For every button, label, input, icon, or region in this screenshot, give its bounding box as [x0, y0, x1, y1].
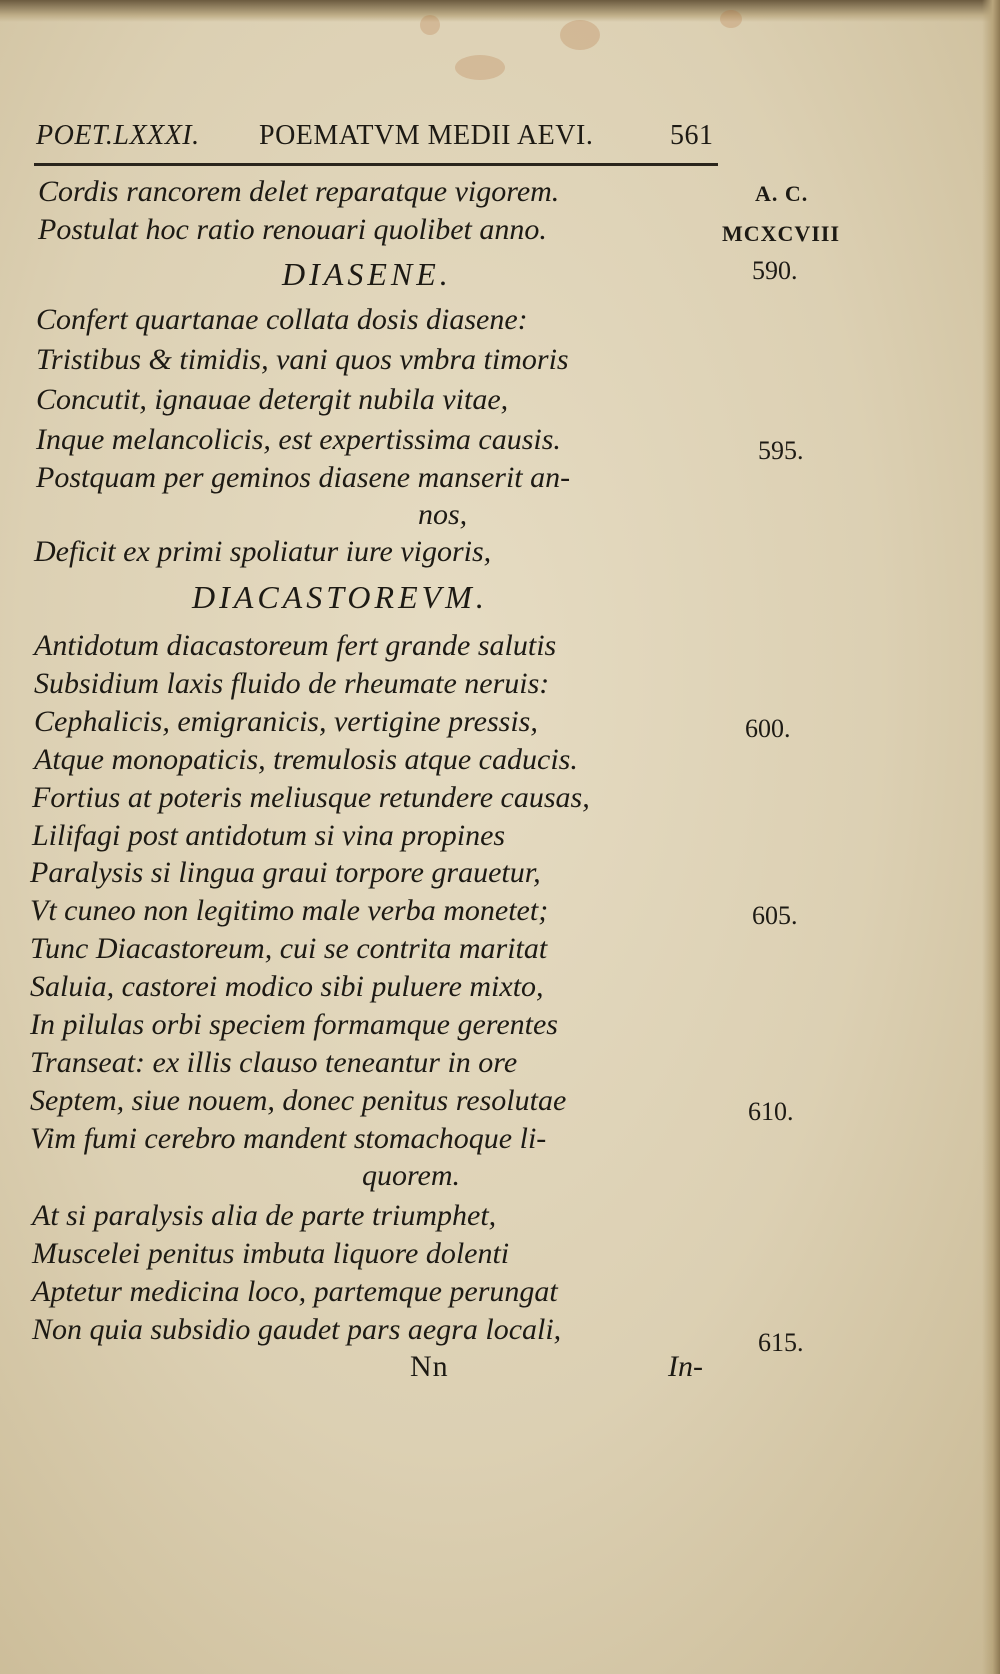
line-number: 595. — [758, 436, 804, 465]
verse-line: Vt cuneo non legitimo male verba monetet; — [30, 894, 549, 927]
stain — [455, 55, 505, 80]
verse-line: Atque monopaticis, tremulosis atque caducis. — [34, 743, 578, 776]
verse-line: Septem, siue nouem, donec penitus resolutae — [30, 1084, 567, 1117]
verse-line: Tunc Diacastoreum, cui se contrita maritat — [30, 932, 548, 965]
running-header — [36, 120, 716, 160]
stain — [420, 15, 440, 35]
signature-mark: Nn — [410, 1350, 449, 1383]
page-right-edge — [982, 0, 1000, 1674]
verse-line: Subsidium laxis fluido de rheumate neruis: — [34, 667, 550, 700]
verse-line: Non quia subsidio gaudet pars aegra locali, — [32, 1313, 562, 1346]
line-number: 615. — [758, 1328, 804, 1357]
page-top-edge — [0, 0, 1000, 22]
stain — [720, 10, 742, 28]
verse-line: Vim fumi cerebro mandent stomachoque li- — [30, 1122, 547, 1155]
verse-line: At si paralysis alia de parte triumphet, — [32, 1199, 497, 1232]
verse-line: Paralysis si lingua graui torpore grauetur, — [30, 856, 541, 889]
verse-line: Transeat: ex illis clauso teneantur in ore — [30, 1046, 518, 1079]
verse-line: Tristibus & timidis, vani quos vmbra timoris — [36, 343, 569, 376]
verse-line: Saluia, castorei modico sibi puluere mixto, — [30, 970, 544, 1003]
section-heading-diasene: DIASENE. — [282, 256, 452, 292]
verse-line: Aptetur medicina loco, partemque perungat — [32, 1275, 558, 1308]
header-rule — [34, 163, 718, 166]
verse-line: Lilifagi post antidotum si vina propines — [32, 819, 506, 852]
line-number: 610. — [748, 1097, 794, 1126]
verse-line: Inque melancolicis, est expertissima causis. — [36, 423, 561, 456]
verse-line: Postquam per geminos diasene manserit an- — [36, 461, 571, 494]
verse-line: Confert quartanae collata dosis diasene: — [36, 303, 528, 336]
catchword: In- — [668, 1350, 703, 1383]
margin-anno-christi: A. C. — [755, 181, 809, 206]
header-poem-number: POET.LXXXI. — [36, 120, 200, 151]
verse-line: Deficit ex primi spoliatur iure vigoris, — [34, 535, 492, 568]
line-number: 600. — [745, 714, 791, 743]
header-title: POEMATVM MEDII AEVI. — [259, 120, 594, 151]
line-number: 605. — [752, 901, 798, 930]
line-number: 590. — [752, 256, 798, 285]
verse-line: Postulat hoc ratio renouari quolibet anno. — [38, 213, 547, 246]
verse-line: Fortius at poteris meliusque retundere causas, — [32, 781, 590, 814]
verse-line: Cephalicis, emigranicis, vertigine pressis, — [34, 705, 538, 738]
verse-line: Concutit, ignauae detergit nubila vitae, — [36, 383, 509, 416]
verse-line: Cordis rancorem delet reparatque vigorem. — [38, 175, 560, 208]
margin-year: MCXCVIII — [722, 221, 840, 246]
verse-line: nos, — [418, 498, 468, 531]
section-heading-diacastoreum: DIACASTOREVM. — [192, 579, 488, 615]
verse-line: Muscelei penitus imbuta liquore dolenti — [32, 1237, 510, 1270]
verse-line: quorem. — [362, 1159, 461, 1192]
stain — [560, 20, 600, 50]
verse-line: In pilulas orbi speciem formamque gerentes — [30, 1008, 558, 1041]
page-number: 561 — [670, 120, 714, 151]
verse-line: Antidotum diacastoreum fert grande salutis — [34, 629, 557, 662]
